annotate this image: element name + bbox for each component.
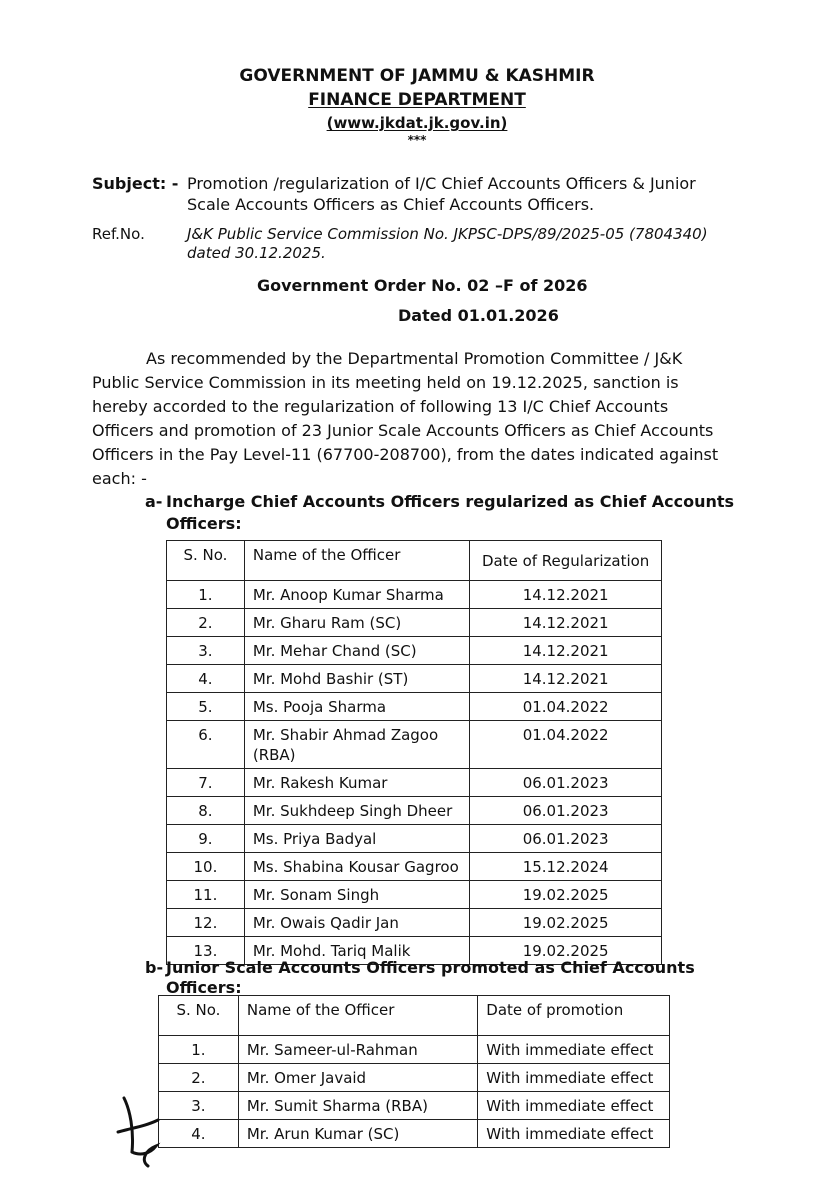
department-name: FINANCE DEPARTMENT	[308, 90, 526, 110]
sno-cell: 8.	[167, 797, 245, 825]
header-sno: S. No.	[167, 541, 245, 581]
date-cell: 06.01.2023	[470, 769, 662, 797]
body-line-4: Officers and promotion of 23 Junior Scale Accounts Officers as Chief Accounts	[92, 421, 714, 440]
sno-cell: 4.	[159, 1120, 239, 1148]
sno-cell: 13.	[167, 937, 245, 965]
officer-name-cell: Mr. Mohd. Tariq Malik	[244, 937, 469, 965]
officer-name-cell: Mr. Arun Kumar (SC)	[238, 1120, 477, 1148]
sno-cell: 10.	[167, 853, 245, 881]
header-date: Date of Regularization	[470, 541, 662, 581]
sno-cell: 2.	[167, 609, 245, 637]
body-line-5: Officers in the Pay Level-11 (67700-208700), from the dates indicated against	[92, 445, 719, 464]
handwritten-signature-mark	[110, 1090, 170, 1170]
officer-name-cell: Ms. Pooja Sharma	[244, 693, 469, 721]
regularization-table	[166, 540, 662, 965]
table-row	[159, 1120, 670, 1148]
table-row	[167, 581, 662, 609]
department-heading	[0, 90, 834, 110]
officer-name-cell: Mr. Sonam Singh	[244, 881, 469, 909]
date-cell: 19.02.2025	[470, 909, 662, 937]
sno-cell: 5.	[167, 693, 245, 721]
table-header-row	[167, 541, 662, 581]
date-cell: 15.12.2024	[470, 853, 662, 881]
ref-label: Ref.No.	[92, 225, 145, 243]
body-line-1: As recommended by the Departmental Promotion Committee / J&K	[146, 349, 683, 368]
subject-line-2: Scale Accounts Officers as Chief Accounts Officers.	[187, 195, 595, 214]
body-line-2: Public Service Commission in its meeting held on 19.12.2025, sanction is	[92, 373, 679, 392]
table-row	[167, 609, 662, 637]
officer-name-cell: Mr. Anoop Kumar Sharma	[244, 581, 469, 609]
officer-name-cell: Mr. Sameer-ul-Rahman	[238, 1036, 477, 1064]
date-cell: 01.04.2022	[470, 693, 662, 721]
table-row	[159, 1064, 670, 1092]
website-link[interactable]: (www.jkdat.jk.gov.in)	[326, 114, 508, 132]
subject-line-1: Promotion /regularization of I/C Chief Accounts Officers & Junior	[187, 174, 696, 193]
officer-name-cell: Mr. Mehar Chand (SC)	[244, 637, 469, 665]
stars-divider: ***	[407, 133, 427, 147]
order-number: Government Order No. 02 –F of 2026	[257, 276, 588, 295]
officer-name-cell: Mr. Owais Qadir Jan	[244, 909, 469, 937]
header-sno: S. No.	[159, 996, 239, 1036]
sno-cell: 7.	[167, 769, 245, 797]
section-b-marker: b-	[145, 958, 164, 977]
table-row	[167, 909, 662, 937]
officer-name-cell	[244, 721, 469, 769]
subject-label: Subject: -	[92, 174, 179, 193]
date-cell: With immediate effect	[478, 1064, 670, 1092]
body-line-6: each: -	[92, 469, 147, 488]
officer-name-cell: Mr. Rakesh Kumar	[244, 769, 469, 797]
date-cell: 14.12.2021	[470, 581, 662, 609]
date-cell: 06.01.2023	[470, 797, 662, 825]
date-cell: 01.04.2022	[470, 721, 662, 769]
sno-cell: 11.	[167, 881, 245, 909]
date-cell: 14.12.2021	[470, 637, 662, 665]
ref-line-2: dated 30.12.2025.	[187, 244, 326, 262]
date-cell: 14.12.2021	[470, 609, 662, 637]
officer-name-cell: Mr. Omer Javaid	[238, 1064, 477, 1092]
section-b-heading-cont: Officers:	[166, 978, 242, 997]
officer-name-cell: Mr. Sukhdeep Singh Dheer	[244, 797, 469, 825]
date-cell: 06.01.2023	[470, 825, 662, 853]
officer-name-line: Mr. Shabir Ahmad Zagoo	[252, 726, 439, 744]
officer-name-cell: Mr. Gharu Ram (SC)	[244, 609, 469, 637]
officer-name-cell: Mr. Sumit Sharma (RBA)	[238, 1092, 477, 1120]
date-cell: 19.02.2025	[470, 881, 662, 909]
sno-cell: 1.	[167, 581, 245, 609]
sno-cell: 2.	[159, 1064, 239, 1092]
section-a-heading-cont: Officers:	[166, 514, 242, 533]
table-row	[167, 693, 662, 721]
sno-cell: 6.	[167, 721, 245, 769]
website-line	[0, 114, 834, 132]
sno-cell: 3.	[167, 637, 245, 665]
table-row	[167, 825, 662, 853]
table-row	[167, 853, 662, 881]
table-header-row	[159, 996, 670, 1036]
officer-name-suffix: (RBA)	[252, 746, 296, 764]
order-date: Dated 01.01.2026	[398, 306, 559, 325]
date-cell: With immediate effect	[478, 1036, 670, 1064]
govt-heading: GOVERNMENT OF JAMMU & KASHMIR	[239, 66, 595, 86]
officer-name-cell: Ms. Shabina Kousar Gagroo	[244, 853, 469, 881]
header-name: Name of the Officer	[238, 996, 477, 1036]
sno-cell: 12.	[167, 909, 245, 937]
section-a-marker: a-	[145, 492, 163, 511]
ref-line-1: J&K Public Service Commission No. JKPSC-DPS/89/2025-05 (7804340)	[187, 225, 708, 243]
officer-name-cell: Ms. Priya Badyal	[244, 825, 469, 853]
header-date: Date of promotion	[478, 996, 670, 1036]
sno-cell: 9.	[167, 825, 245, 853]
header-name: Name of the Officer	[244, 541, 469, 581]
promotion-table	[158, 995, 670, 1148]
date-cell: 14.12.2021	[470, 665, 662, 693]
date-cell: With immediate effect	[478, 1092, 670, 1120]
table-row	[167, 721, 662, 769]
date-cell: 19.02.2025	[470, 937, 662, 965]
officer-name-cell: Mr. Mohd Bashir (ST)	[244, 665, 469, 693]
table-row	[167, 769, 662, 797]
date-cell: With immediate effect	[478, 1120, 670, 1148]
section-b-heading: Junior Scale Accounts Officers promoted as Chief Accounts	[166, 958, 695, 977]
table-row	[159, 1036, 670, 1064]
section-a-heading: Incharge Chief Accounts Officers regularized as Chief Accounts	[166, 492, 735, 511]
table-row	[167, 797, 662, 825]
sno-cell: 3.	[159, 1092, 239, 1120]
table-row	[167, 665, 662, 693]
table-row	[167, 637, 662, 665]
body-line-3: hereby accorded to the regularization of following 13 I/C Chief Accounts	[92, 397, 669, 416]
table-row	[159, 1092, 670, 1120]
table-row	[167, 881, 662, 909]
sno-cell: 1.	[159, 1036, 239, 1064]
sno-cell: 4.	[167, 665, 245, 693]
